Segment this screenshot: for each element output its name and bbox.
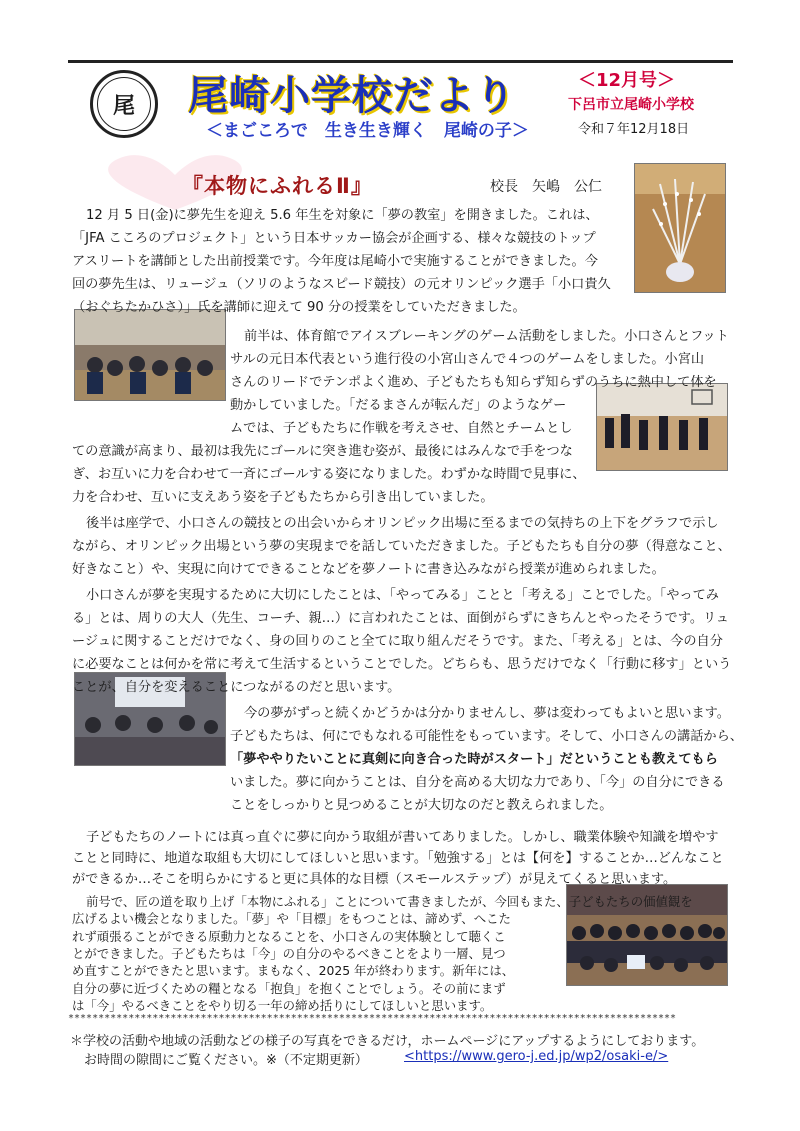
body-line: ながら、オリンピック出場という夢の実現までを話していただきました。子どもたちも自分の夢（得意なこと、 xyxy=(72,539,731,554)
body-line: 小口さんが夢を実現するために大切にしたことは、「やってみる」ことと「考える」ことでした。「やってみ xyxy=(86,588,719,603)
body-line: 広げるよい機会となりました。「夢」や「目標」をもつことは、諦めず、へこた xyxy=(72,911,511,927)
body-line: れず頑張ることができる原動力となることを、小口さんの実体験として聴くこ xyxy=(72,928,506,944)
body-line: 回の夢先生は、リュージュ（ソリのようなスピード競技）の元オリンピック選手「小口貴久 xyxy=(72,277,611,292)
game-activity-photo xyxy=(596,383,728,471)
body-line: る」とは、周りの大人（先生、コーチ、親…）に言われたことは、面倒がらずにきちんとやったそうです。リュ xyxy=(72,611,729,626)
body-line: 今の夢がずっと続くかどうかは分かりませんし、夢は変わってもよいと思います。 xyxy=(244,706,730,721)
body-line: 自分の夢に近づくための糧となる「抱負」を抱くことでしょう。その前にまず xyxy=(72,980,506,996)
body-line: アスリートを講師とした出前授業です。今年度は尾崎小で実施することができました。今 xyxy=(72,254,598,269)
body-line: 後半は座学で、小口さんの競技との出会いからオリンピック出場に至るまでの気持ちの上下をグラフで示し xyxy=(86,516,719,531)
school-name: 下呂市立尾崎小学校 xyxy=(568,97,694,113)
body-line: 力を合わせ、互いに支えあう姿を子どもたちから引き出していました。 xyxy=(72,490,494,505)
body-line: いました。夢に向かうことは、自分を高める大切な力であり、「今」の自分にできる xyxy=(230,775,725,790)
body-line: め直すことができたと思います。まもなく、2025 年が終わります。新年には、 xyxy=(72,963,515,979)
body-line: 動かしていました。「だるまさんが転んだ」のようなゲー xyxy=(230,398,567,413)
body-line: 子どもたちのノートには真っ直ぐに夢に向かう取組が書いてありました。しかし、職業体験や知識を増やす xyxy=(86,830,719,845)
body-line: サルの元日本代表という進行役の小宮山さんで４つのゲームをしました。小宮山 xyxy=(230,352,705,367)
body-line: 12 月 5 日(金)に夢先生を迎え 5.6 年生を対象に「夢の教室」を開きました。これは、 xyxy=(86,208,599,223)
footer-note-2: お時間の隙間にご覧ください。※（不定期更新） xyxy=(84,1053,368,1068)
article-title: 『本物にふれるⅡ』 xyxy=(182,174,373,198)
body-line: ことが、自分を変えることにつながるのだと思います。 xyxy=(72,680,401,695)
body-line: ができるか…そこを明らかにすると更に具体的な目標（スモールステップ）が見えてくると思います。 xyxy=(72,872,677,887)
wind-chime-photo xyxy=(634,163,726,293)
body-line: ージュに関することだけでなく、身の回りのこと全てに取り組んだそうです。また、「考える」とは、今の自分 xyxy=(72,634,723,649)
body-line: ての意識が高まり、最初は我先にゴールに突き進む姿が、最後にはみんなで手をつな xyxy=(72,444,573,459)
homepage-link[interactable]: <https://www.gero-j.ed.jp/wp2/osaki-e/> xyxy=(404,1049,669,1064)
gym-briefing-photo xyxy=(74,309,226,401)
logo-text: 尾 xyxy=(112,92,135,119)
body-line: ことと同時に、地道な取組も大切にしてほしいと思います。「勉強する」とは【何を】することか…どんなこと xyxy=(72,851,724,866)
body-line: 「夢ややりたいことに真剣に向き合った時がスタート」だということも教えてもら xyxy=(230,752,718,767)
body-line: 子どもたちは、何にでもなれる可能性をもっています。そして、小口さんの講話から、 xyxy=(230,729,743,744)
body-line: ムでは、子どもたちに作戦を考えさせ、自然とチームとし xyxy=(230,421,573,436)
body-line: さんのリードでテンポよく進め、子どもたちも知らず知らずのうちに熱中して体を xyxy=(230,375,717,390)
body-line: とができました。子どもたちは「今」の自分のやるべきことをより一層、見つ xyxy=(72,945,506,961)
body-line: （おぐちたかひさ）」氏を講師に迎えて 90 分の授業をしていただきました。 xyxy=(72,300,526,315)
issue-date: 令和７年12月18日 xyxy=(578,122,690,137)
body-line: に必要なことは何かを常に考えて生活するということでした。どちらも、思うだけでなく「行動に移す」という xyxy=(72,657,732,672)
issue-number: ＜12月号＞ xyxy=(578,70,676,91)
newsletter-title: 尾崎小学校だより xyxy=(188,73,516,119)
body-line: 好きなこと）や、実現に向けてできることなどを夢ノートに書き込みながら授業が進められました。 xyxy=(72,562,665,577)
body-line: ことをしっかりと見つめることが大切なのだと教えられました。 xyxy=(230,798,613,813)
body-line: は「今」やるべきことをやり切る一年の締め括りにしてほしいと思います。 xyxy=(72,997,493,1013)
article-author: 校長 矢嶋 公仁 xyxy=(490,179,602,195)
body-line: 前号で、匠の道を取り上げ「本物にふれる」ことについて書きましたが、今回もまた、子どもたちの価値観を xyxy=(86,894,693,909)
body-line: ぎ、お互いに力を合わせて一斉にゴールする姿になりました。わずかな時間で見事に、 xyxy=(72,467,586,482)
body-line: 「JFA こころのプロジェクト」という日本サッカー協会が企画する、様々な競技のトップ xyxy=(72,231,596,246)
footer-note: ＊学校の活動や地域の活動などの様子の写真をできるだけ，ホームページにアップするようにしております。 xyxy=(70,1034,705,1049)
masthead-rule xyxy=(68,60,733,63)
dotted-divider: ***************************************************************************************************** xyxy=(68,1013,677,1024)
school-motto: ＜まごころで 生き生き輝く 尾崎の子＞ xyxy=(206,121,529,141)
body-line: 前半は、体育館でアイスブレーキングのゲーム活動をしました。小口さんとフット xyxy=(244,329,729,344)
school-logo xyxy=(90,70,158,138)
